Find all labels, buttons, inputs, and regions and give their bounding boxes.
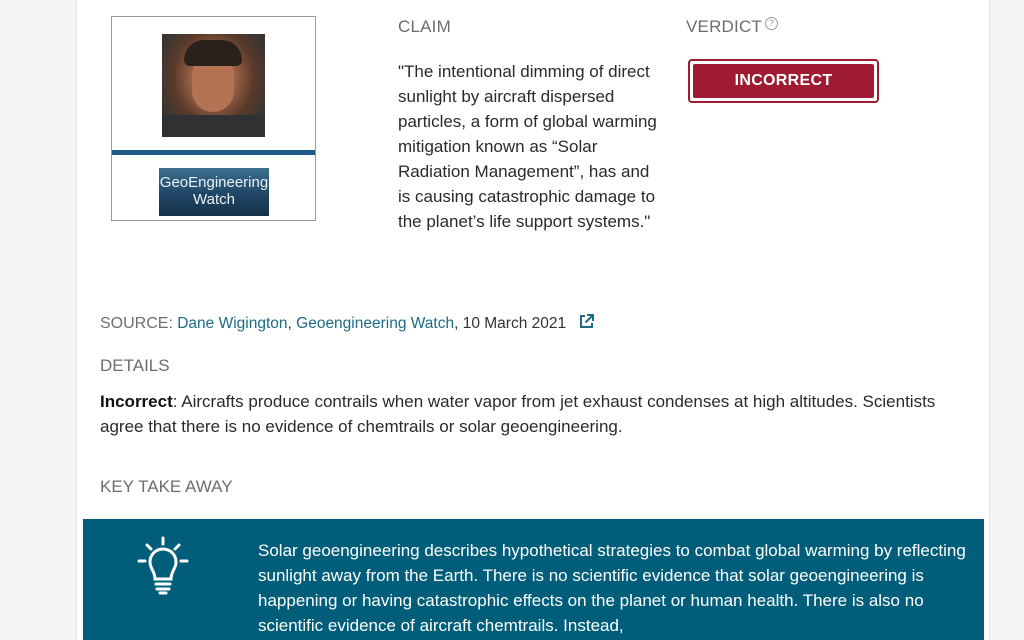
source-label: SOURCE: xyxy=(100,315,173,332)
claim-review-card xyxy=(76,0,990,640)
help-icon[interactable]: ? xyxy=(765,17,778,30)
lightbulb-icon xyxy=(133,535,193,602)
details-body: : Aircrafts produce contrails when water vapor from jet exhaust condenses at high altitudes. Scientists agree that there is no evidence of chemtrails or solar geoengineering. xyxy=(100,392,936,436)
source-line xyxy=(100,313,595,335)
source-author-link[interactable]: Dane Wigington xyxy=(177,315,288,332)
logo-line-2: Watch xyxy=(193,191,235,208)
verdict-badge xyxy=(688,59,879,103)
key-take-away-box xyxy=(83,519,984,640)
source-date: , 10 March 2021 xyxy=(454,315,567,332)
verdict-label xyxy=(686,17,778,37)
verdict-label-text: VERDICT xyxy=(686,17,763,36)
external-link-icon[interactable] xyxy=(578,313,595,335)
claim-text: "The intentional dimming of direct sunlight by aircraft dispersed particles, a form of global warming mitigation known as “Solar Radiation Management”, has and is causing catastrophic damage to the planet’s life support systems." xyxy=(398,62,657,231)
key-take-away-label: KEY TAKE AWAY xyxy=(100,477,233,496)
key-take-away-text: Solar geoengineering describes hypothetical strategies to combat global warming by reflecting sunlight away from the Earth. There is no scientific evidence that solar geoengineering is happening or having catastrophic effects on the planet or human health. There is also no scientific evidence of aircraft chemtrails. Instead, xyxy=(258,541,966,635)
geoengineering-watch-logo xyxy=(159,168,269,216)
claimant-portrait xyxy=(162,34,265,137)
details-label: DETAILS xyxy=(100,356,170,375)
source-separator: , xyxy=(287,315,292,332)
logo-line-1: GeoEngineering xyxy=(159,174,269,191)
details-text xyxy=(100,389,970,439)
photo-divider xyxy=(112,150,315,155)
claimant-photo-box xyxy=(111,16,316,221)
verdict-value: INCORRECT xyxy=(693,64,874,98)
claim-label: CLAIM xyxy=(398,17,451,36)
details-verdict-word: Incorrect xyxy=(100,392,173,411)
source-outlet-link[interactable]: Geoengineering Watch xyxy=(296,315,455,332)
